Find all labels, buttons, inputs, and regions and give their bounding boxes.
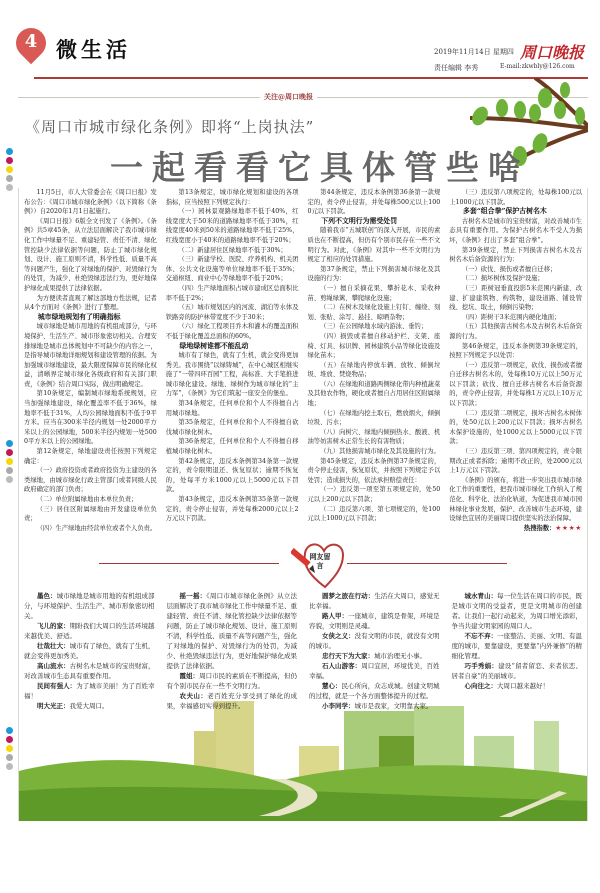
heat-index-label: 热搜指数： [523,524,556,532]
comment-user: 墨色： [37,592,57,601]
comment-item [167,591,298,671]
comment-text: 《周口市城市绿化条例》从立法层面解决了我市城市绿化工作中绿量不足、重建轻管、责任不清、绿化管控缺少法律依据等问题，防止了城市绿化规划、设计、施工原则不清，科学性低、质量不高等问题产生，强化了对绿地的保护、对毁绿行为的处罚，为减少、杜绝毁绿违法行为，更好地保护绿化成果提供了法律依据。 [166,592,298,671]
comment-text: 城市是我家，文明靠大家。 [354,702,433,711]
comment-text: 周口宜居，环境优美，百姓幸福。 [309,662,440,681]
comment-user: 高山流水： [37,662,70,671]
gray-dot-icon [6,175,13,182]
article-paragraph: （四）生产绿地由经营单位或者个人负责。 [36,524,157,532]
article-paragraph: 11月5日，市人大常委会在《周口日报》发布公告：《周口市城市绿化条例》（以下简称《条例》）自2020年1月1日起施行。 [24,189,157,216]
article-paragraph: （二）单位附属绿地由本单位负责； [36,496,138,503]
article-paragraph: 《周口日报》6版全文刊发了《条例》。《条例》共5章45条，从立法层面解决了我市城市绿化工作中绿量不足、重建轻管、责任不清、绿化管控缺少法律依据等问题，防止了城市绿化规划、设计、施工原则不清，科学性低、质量不高等问题产生，强化了对绿地的保护、对毁绿行为的处罚，为减少、杜绝毁绿违法行为，更好地保护绿化成果提供了法律依据。 [24,217,157,292]
article-paragraph: （三）新建学校、医院、疗养机构、机关团体、公共文化设施等单位绿地率不低于35%；交通枢纽、商业中心等绿地率不低于20%； [165,256,299,283]
editor-credit: 责任编辑 李秀 [434,64,479,72]
page-number: 4 [24,31,38,52]
heat-index [449,524,582,534]
issue-date: 2019年11月14日 星期四 [434,48,514,56]
article-paragraph: （三）在公园绿地水域内游泳、垂钓； [320,323,428,331]
registration-marks [6,148,14,193]
article-paragraph: （一）擅自采摘花果、攀折花木、采收种苗、剪绳绿篱、攀爬绿化设施； [307,284,441,302]
article-paragraph: （五）其他损害古树名木及古树名木后备资源的行为。 [449,323,582,340]
article-paragraph: 第43条规定，违反本条例第35条第一款规定的，责令停止侵害，并处每株2000元以上2万元以下罚款。 [165,496,299,523]
gray-dot-icon [6,763,13,770]
comment-text: 民心所向，众志成城。创建文明城的过程，就是一个各方面整体提升的过程。 [309,682,440,701]
article-subheading: 多套“组合拳”保护古树名木 [463,207,547,216]
article-paragraph: （五）城市规划区内的河流、湖泊等水体及铁路旁的防护林带宽度不少于30米； [165,304,299,321]
comments-label: 网友留言 [309,552,331,571]
article-paragraph: （四）距树干3米范围内硬化地面； [461,313,561,321]
comment-text: 生活在大周口，感觉无比幸福。 [309,592,440,611]
comment-item [309,651,440,661]
gray-dot-icon [6,754,13,761]
heat-stars-icon: ★★★★ [555,524,582,532]
article-paragraph: （一）违反第一项规定，砍伐、损伤或者擅自迁移古树名木的，处每株10万元以上50万元以下罚款；砍伐、擅自迁移古树名木后备资源的，责令停止侵害，并处每株1万元以上10万元以下罚款； [449,361,582,408]
comment-item [309,591,440,611]
article-paragraph: 第44条规定，违反本条例第36条第一款规定的，责令停止侵害，并处每株500元以上1000元以下罚款。 [307,189,441,216]
comment-text: 一座城市，建筑是骨架，环境是容貌，文明则是灵魂。 [309,612,440,631]
comment-user: 霞姐： [179,672,200,681]
comment-user: 摇一摇： [179,592,207,601]
comment-user: 路人甲： [322,612,349,621]
article-paragraph: 第37条规定，禁止下列损害城市绿化及其设施的行为： [307,265,441,283]
comment-item [24,701,155,711]
comment-text: 每一位生活在周口的市民，既是城市文明的受益者，更是文明城市的创建者。让我们一起行动起来，为周口增光添彩，争当共建文明家园的周口人。 [451,592,583,631]
article-subheading: 城市绿地规划有了明确指标 [37,312,121,321]
section-title: 微生活 [56,37,131,62]
comment-text: 大周口越来越好！ [497,682,549,691]
comment-item [167,691,298,711]
comment-text: 城市绿地是城市用地的有机组成部分，与环境保护、生活生产、城市形象密切相关。 [24,592,155,621]
registration-marks [6,727,14,772]
article-paragraph: 第46条规定，违反本条例第39条规定的，按照下列规定予以处罚： [449,342,582,360]
comment-user: 巧手秀娟： [464,662,499,671]
article-paragraph: 第39条规定，禁止下列损害古树名木及古树名木后备资源的行为： [449,246,582,264]
page-header [0,0,600,186]
article-paragraph: （二）违反第二项规定，损坏古树名木树体的，处50元以上200元以下罚款；损坏古树名木保护设施的，处1000元以上5000元以下罚款； [449,409,582,446]
article-paragraph: 城市有了绿色，就有了生机，就会变得更加秀美。我市围绕“以绿铸城”，在中心城区相继实施了“一带四环百园”工程，高标准、大手笔推进城市绿化建设。绿地、绿树作为城市绿化的“主力军”，《条例》为它们筑起一座安全的堡垒。 [165,352,299,398]
article-paragraph: 为方便读者直观了解这部地方性法规，记者从4个方面对《条例》进行了整理。 [24,294,157,312]
article-paragraph: 第35条规定，任何单位和个人不得擅自砍伐城市绿化树木。 [165,419,299,436]
article-paragraph: （一）砍伐、损伤或者擅自迁移； [461,265,557,273]
comment-text: 期盼我们大周口的生活环境越来越优美、舒适。 [24,622,155,641]
cyan-dot-icon [6,727,13,734]
comments-header [19,533,587,591]
comment-user: 女侠之义： [322,632,355,641]
comment-item [309,701,440,711]
comment-user: 明大光正： [37,702,70,711]
article-paragraph: （四）损毁或者擅自移动护栏、支架、座椅、灯具、标识牌、园林建筑小品等绿化设施及绿化苗木； [307,332,441,360]
comment-item [24,591,155,621]
magenta-dot-icon [6,449,13,456]
article-paragraph: （三）居住区附属绿地由开发建设单位负责； [24,505,157,523]
newspaper-logo: 周口晚报 [520,43,585,62]
comment-item [309,661,440,681]
article-paragraph: 第42条规定，违反本条例第34条第一款规定的，责令限期退还、恢复原状；逾期不恢复的，处每平方米1000元以上5000元以下罚款。 [165,457,299,494]
article-paragraph: （三）违反第三项、第四项规定的，责令限期改正或者拆除；逾期不改正的，处2000元以上1万元以下罚款。 [449,448,582,475]
article-subheading: 下列不文明行为需受处罚 [321,216,398,225]
article-paragraph: （三）违反第八项规定的，处每株100元以上1000元以下罚款。 [449,189,582,206]
follow-banner: 关注@周口晚报 [260,92,317,102]
gray-dot-icon [6,184,13,191]
article-subtitle: 《周口市城市绿化条例》即将“上岗执法” [25,118,315,136]
article-paragraph: 古树名木是城市的宝贵财富，对改善城市生态具有重要作用。为保护古树名木不受人为损坏，《条例》打出了多套“组合拳”。 [449,217,582,244]
article-paragraph: 第12条规定，绿地建设责任按照下列规定确定： [24,448,157,465]
article-paragraph: 《条例》的颁布，将进一步突出我市城市绿化工作的重要性，把我市城市绿化工作纳入了规范化、科学化、法治化轨道，为促进我市城市园林绿化事业发展，保护、改善城市生态环境，建设绿色宜居的美丽周口提供坚实的法治保障。 [449,476,582,523]
article-paragraph: （二）新建居住区绿地率不低于30%； [178,246,287,254]
comment-text: 一座整洁、美丽、文明、有温度的城市，要靠建设，更要靠“内外兼修”的精细化管理。 [451,632,583,661]
comment-user: 不忘不弃： [464,632,498,641]
comment-item [452,661,583,681]
comment-item [309,681,440,701]
comment-item [24,621,155,641]
article-paragraph: 第36条规定，任何单位和个人不得擅自移植城市绿化树木。 [165,438,299,456]
article-paragraph: 第10条规定，编制城市绿地系统规划，应当加强绿地建设，绿化覆盖率不低于36%，绿地率不低于31%，人均公园绿地面积不低于9平方米。应当在300米半径内规划一处2000平方米以上的公园绿地，500米半径内规划一处5000平方米以上的公园绿地。 [24,390,157,446]
comment-text: 周口市民的素质在不断提高，但仍有个别市民存在一些不文明行为。 [166,672,298,691]
article-subheading: 绿地绿树谁都不能乱动 [179,341,249,350]
comment-item [24,641,155,661]
article-paragraph: 第13条规定，城市绿化规划和建设的各项指标，应当按照下列规定执行： [165,189,299,206]
comment-user: 慧心： [322,682,342,691]
article-paragraph: 第45条规定，违反本条例第37条规定的，责令停止侵害，恢复原状，并按照下列规定予以处罚；造成损失的，依法承担赔偿责任： [307,457,441,484]
comment-text: 老百姓充分享受到了绿化的成果，幸福感切实得到提升。 [166,692,297,711]
comment-user: 城水青山： [464,592,498,601]
article-paragraph: （四）生产绿地面积占城市建成区总面积比率不低于2%； [165,284,299,302]
comments-divider-left [99,563,279,564]
yellow-dot-icon [6,745,13,752]
article-paragraph: （二）违反第六项、第七项规定的，处100元以上1000元以下罚款； [307,505,441,523]
article-paragraph: （一）政府投资或者政府投资为主建设的各类绿地，由城市绿化行政主管部门或者同级人民政府确定的部门负责； [24,467,157,494]
comment-user: 民间有强人： [37,682,77,691]
comment-text: 古树名木是城市的宝贵财富，对改善城市生态具有重要作用。 [24,662,155,681]
article-paragraph: 随着我市“五城联创”的深入开展，市民的素质也在不断提高，但仍有个别市民存在一些不文明行为。对此，《条例》对其中一些不文明行为规定了相应的处罚措施。 [307,227,441,264]
magenta-dot-icon [6,736,13,743]
comment-item [167,671,298,691]
article-paragraph: 城市绿地是城市用地的有机组成部分，与环境保护、生活生产、城市形象密切相关。合理安排绿地是城市总体规划中不可缺少的内容之一，是指导城市绿地详细规划和建设管理的依据。为加强城市绿地建设，最大限度保障市民的绿化权益，清晰界定城市绿化各级政府和有关部门职责，《条例》结合周口实际，做出明确规定。 [24,323,157,388]
comment-item [452,681,583,691]
magenta-dot-icon [6,157,13,164]
article-paragraph: （七）在绿地内挖土取石，燃放烟火，倾倒垃圾、污水； [307,409,441,427]
comment-text: 建设“留者留恋、来者依恋、居者自豪”的美丽城市。 [451,662,583,681]
yellow-dot-icon [6,166,13,173]
gray-dot-icon [6,476,13,483]
comment-item [24,661,155,681]
comment-user: 农夫山： [179,692,208,701]
comment-item [452,631,583,661]
comment-user: 石人山游客： [322,662,362,671]
comment-user: 圆梦之旅在行动： [322,592,375,601]
article-paragraph: （六）绿化工程项目乔木和灌木的覆盖面积不低于绿化覆盖总面积的60%。 [165,323,299,340]
contact-email: E-mail:zkwbly@126.com [500,63,575,70]
article-paragraph: （二）损坏树体及保护设施； [461,275,544,283]
gray-dot-icon [6,467,13,474]
comment-user: 小李同学： [322,702,355,711]
comment-item [24,681,155,701]
article-paragraph: （三）距树冠垂直投影5米范围内新建、改建、扩建建筑物、构筑物，建设道路、铺设管线、挖坑、取土，倾倒污染物； [449,284,582,312]
comment-text: 没有文明的市民，就没有文明的城市。 [309,632,440,651]
comment-text: 城市治理无小事。 [374,652,426,661]
comment-user: 壮哉壮大： [37,642,70,651]
article-title: 一起看看它具体管些啥 [110,148,530,187]
page-frame [18,188,588,821]
cyan-dot-icon [6,440,13,447]
comment-item [309,631,440,651]
article-paragraph: （一）违反第一项至第五项规定的，处50元以上200元以下罚款； [307,486,441,503]
registration-marks [6,440,14,485]
article-paragraph: （一）园林景观路绿地率不低于40%，红线宽度大于50米的道路绿地率不低于30%，红线宽度40米到50米的道路绿地率不低于25%，红线宽度小于40米的道路绿地率不低于20%； [165,208,299,244]
bottom-margin [0,821,600,841]
article-paragraph: （二）在树木及绿化设施上钉钉、缠绕、刻划、张贴、涂写、悬挂、晾晒杂物； [307,304,441,321]
comment-item [309,611,440,631]
article-body [24,188,582,533]
comment-user: 忠行天下为大家： [322,652,374,661]
comment-text: 我爱大周口。 [69,702,109,711]
cyan-dot-icon [6,148,13,155]
article-paragraph: （六）在绿地和道路两侧绿化带内种植蔬菜及其他农作物，硬化或者擅自占用居住区附属绿地； [307,380,441,408]
article-paragraph: （九）其他损害城市绿化及其设施的行为。 [320,448,440,456]
comment-user: 飞儿的家： [37,622,70,631]
comments-body [24,591,582,711]
comments-divider-right [347,563,507,564]
article-paragraph: 第34条规定，任何单位和个人不得擅自占用城市绿地。 [165,400,299,417]
comment-text: 城市有了绿色，就有了生机，就会变得更加秀美。 [24,642,155,661]
yellow-dot-icon [6,458,13,465]
comment-text: 为了城市美丽！为了百姓幸福！ [24,682,155,701]
comment-item [452,591,583,631]
article-paragraph: （五）在绿地内停放车辆、放牧、倾倒垃圾、堆放、焚烧物品； [307,361,441,379]
article-paragraph: （八）向树穴、绿地内倾倒热水、酸液、机油等妨害树木正常生长的有害物质； [307,428,441,446]
comment-user: 心向往之： [464,682,497,691]
